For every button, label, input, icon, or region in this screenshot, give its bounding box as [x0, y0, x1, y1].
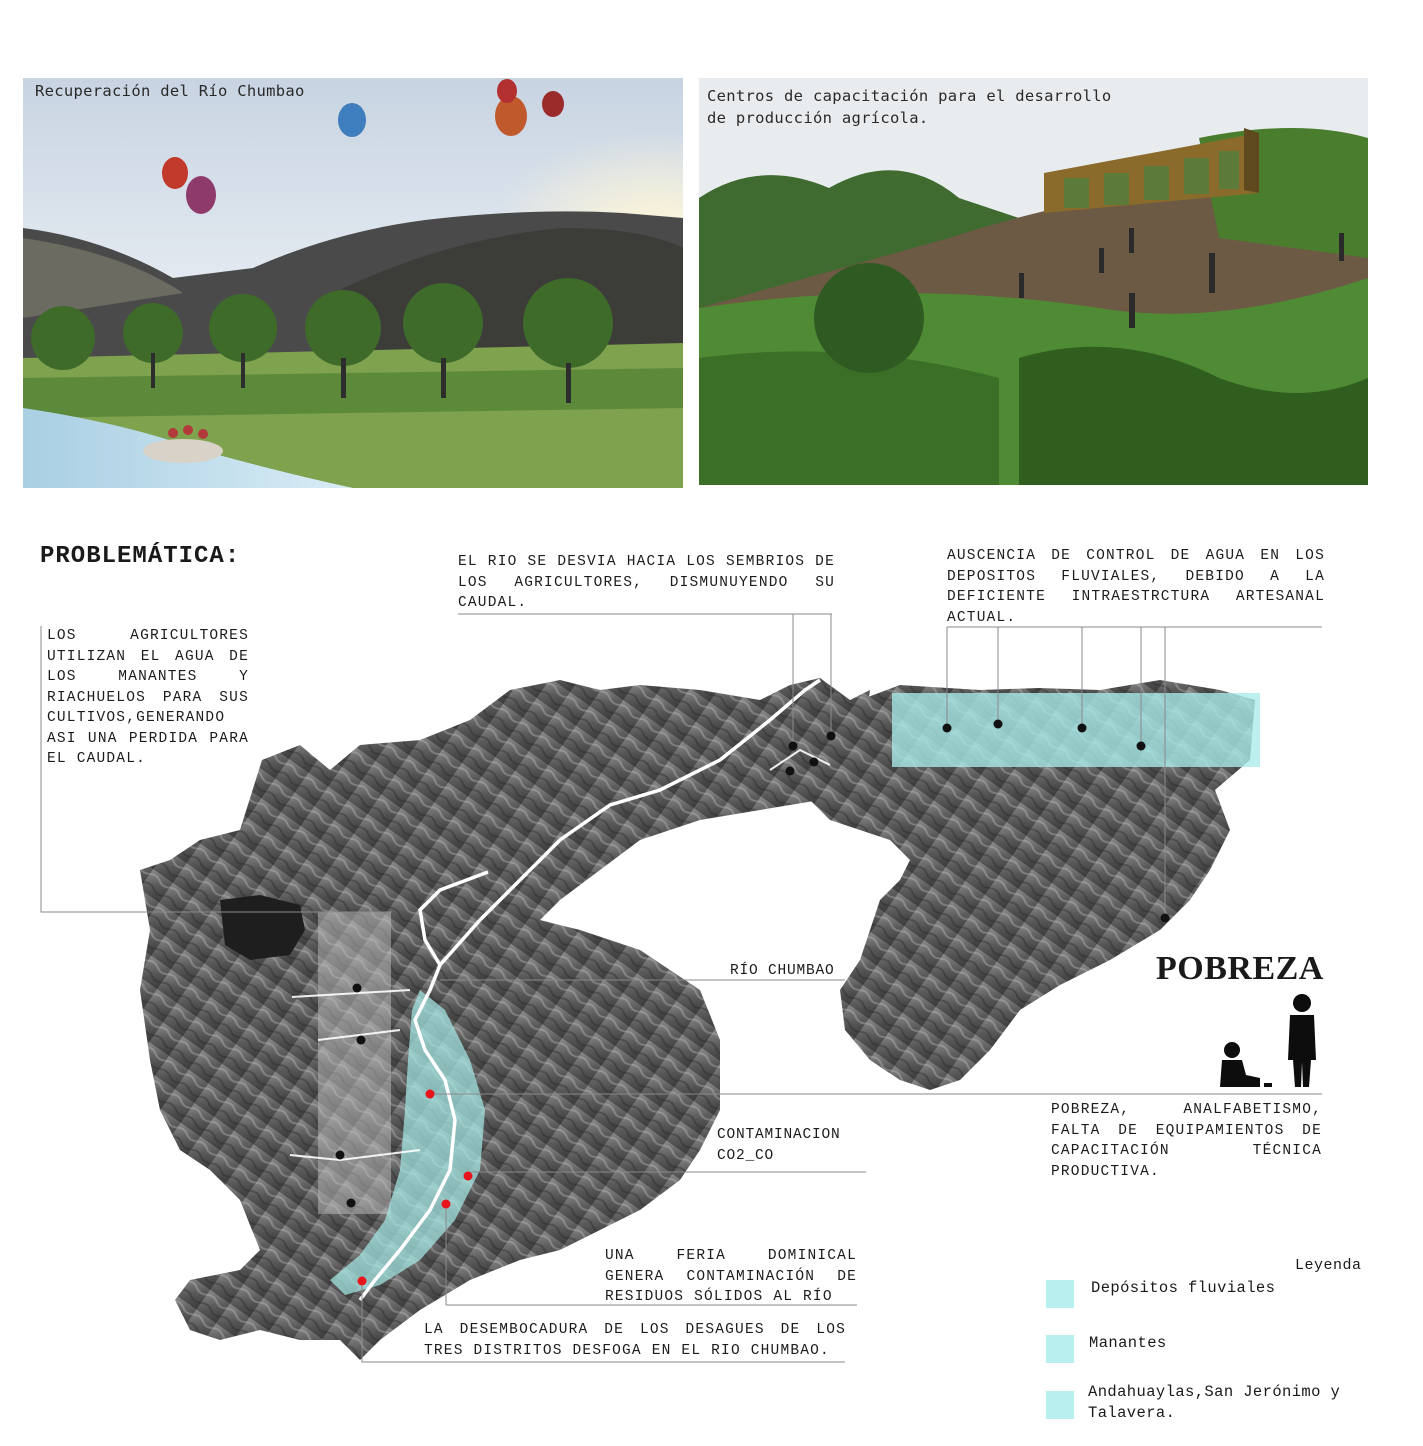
contamination-label — [717, 1125, 841, 1166]
marker-manante — [357, 1036, 366, 1045]
marker-pobreza — [1161, 914, 1170, 923]
river-diversion-note: EL RIO SE DESVIA HACIA LOS SEMBRIOS DE LOS AGRICULTORES, DISMUNUYENDO SU CAUDAL. — [458, 554, 835, 611]
marker-contamination — [442, 1200, 451, 1209]
marker-manante — [336, 1151, 345, 1160]
legend-label-manantes: Manantes — [1089, 1334, 1167, 1352]
marker-diversion — [827, 732, 836, 741]
legend-label-depositos: Depósitos fluviales — [1091, 1279, 1276, 1297]
caption-training-center: Centros de capacitación para el desarrollo de producción agrícola. — [707, 87, 1112, 127]
marker-deposito — [1078, 724, 1087, 733]
marker-manante — [347, 1199, 356, 1208]
marker-diversion — [789, 742, 798, 751]
legend-swatch-manantes — [1046, 1335, 1074, 1363]
marker-contamination — [464, 1172, 473, 1181]
marker-contamination — [426, 1090, 435, 1099]
river-label: RÍO CHUMBAO — [730, 963, 835, 979]
legend-swatch-depositos — [1046, 1280, 1074, 1308]
legend-title: Leyenda — [1295, 1257, 1362, 1274]
marker-diversion — [786, 767, 795, 776]
legend-swatch-districts — [1046, 1391, 1074, 1419]
contamination-label-line2: CO2_CO — [717, 1147, 775, 1164]
marker-diversion — [810, 758, 819, 767]
problematica-heading: PROBLEMÁTICA: — [40, 543, 241, 570]
poverty-silhouettes-icon — [1220, 994, 1316, 1087]
pobreza-title: POBREZA — [1156, 950, 1324, 987]
marker-manante — [353, 984, 362, 993]
contamination-label-line1: CONTAMINACION — [717, 1127, 841, 1143]
drainage-note: LA DESEMBOCADURA DE LOS DESAGUES DE LOS TRES DISTRITOS DESFOGA EN EL RIO CHUMBAO. — [424, 1322, 846, 1359]
legend-label-districts: Andahuaylas,San Jerónimo y Talavera. — [1088, 1383, 1341, 1422]
marker-deposito — [994, 720, 1003, 729]
marker-deposito — [943, 724, 952, 733]
caption-river-recovery: Recuperación del Río Chumbao — [35, 82, 305, 100]
water-control-note: AUSCENCIA DE CONTROL DE AGUA EN LOS DEPOSITOS FLUVIALES, DEBIDO A LA DEFICIENTE INTRAESTRCTURA ARTESANAL ACTUAL. — [947, 548, 1325, 626]
manantes-zone — [318, 912, 391, 1214]
marker-contamination — [358, 1277, 367, 1286]
farmers-note: LOS AGRICULTORES UTILIZAN EL AGUA DE LOS MANANTES Y RIACHUELOS PARA SUS CULTIVOS,GENERANDO ASI UNA PERDIDA PARA EL CAUDAL. — [47, 628, 249, 767]
pobreza-note: POBREZA, ANALFABETISMO, FALTA DE EQUIPAMIENTOS DE CAPACITACIÓN TÉCNICA PRODUCTIVA. — [1051, 1102, 1322, 1180]
market-note: UNA FERIA DOMINICAL GENERA CONTAMINACIÓN DE RESIDUOS SÓLIDOS AL RÍO — [605, 1248, 857, 1305]
marker-deposito — [1137, 742, 1146, 751]
